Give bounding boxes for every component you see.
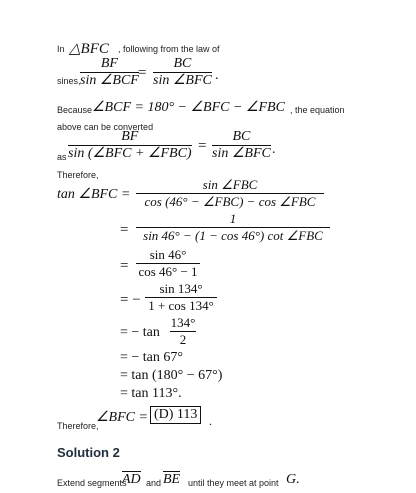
step-6: = − tan 67° <box>120 350 183 365</box>
solution2-text-1: Extend segments <box>57 478 127 488</box>
law-of-sines-frac-2: BC sin ∠BFC <box>153 56 212 88</box>
segment-ad: AD <box>122 472 141 487</box>
step-1-frac: sin ∠FBC cos (46° − ∠FBC) − cos ∠FBC <box>136 178 324 209</box>
solution2-text-2: and <box>146 478 162 488</box>
therefore-label: Therefore, <box>57 170 99 180</box>
segment-be: BE <box>163 472 181 487</box>
converted-frac-2: BC sin ∠BFC <box>212 129 271 161</box>
step-2-eq: = <box>120 222 129 238</box>
converted-frac-1: BF sin (∠BFC + ∠FBC) <box>68 129 192 161</box>
as-label: as <box>57 152 67 162</box>
intro-text-2: , following from the law of <box>118 44 220 54</box>
triangle-bfc: △BFC <box>69 41 109 57</box>
step-5-frac: 134° 2 <box>170 315 196 347</box>
solution-2-heading: Solution 2 <box>57 445 120 460</box>
step-2-frac: 1 sin 46° − (1 − cos 46°) cot ∠FBC <box>136 212 330 243</box>
equals-sign-2: = <box>198 138 207 154</box>
point-g: G <box>286 472 297 487</box>
step-3-frac: sin 46° cos 46° − 1 <box>136 248 200 279</box>
answer-d-113: (D) 113 <box>150 406 201 424</box>
period-2: . <box>272 142 276 157</box>
period: . <box>215 68 219 83</box>
law-of-sines-frac-1: BF sin ∠BCF <box>80 56 139 88</box>
angle-equation: ∠BCF = 180° − ∠BFC − ∠FBC <box>92 100 285 115</box>
step-4-eq: = − <box>120 292 141 308</box>
tan-bfc-lhs: tan ∠BFC = <box>57 187 131 202</box>
because-text-3: above can be converted <box>57 122 154 132</box>
final-period: . <box>209 414 212 428</box>
step-7: = tan (180° − 67°) <box>120 368 223 383</box>
step-4-frac: sin 134° 1 + cos 134° <box>145 282 217 313</box>
because-text-2: , the equation <box>290 105 345 115</box>
because-text: Because <box>57 105 93 115</box>
step-5-lead: = − tan <box>120 325 160 340</box>
step-8: = tan 113°. <box>120 386 182 401</box>
answer-box <box>150 406 201 424</box>
final-therefore-label: Therefore, <box>57 421 99 431</box>
solution2-period: . <box>296 472 300 487</box>
step-3-eq: = <box>120 258 129 274</box>
sines-label: sines, <box>57 76 81 86</box>
intro-text: In <box>57 44 65 54</box>
equals-sign: = <box>138 65 147 81</box>
solution2-text-3: until they meet at point <box>188 478 279 488</box>
final-angle: ∠BFC = <box>96 410 148 425</box>
